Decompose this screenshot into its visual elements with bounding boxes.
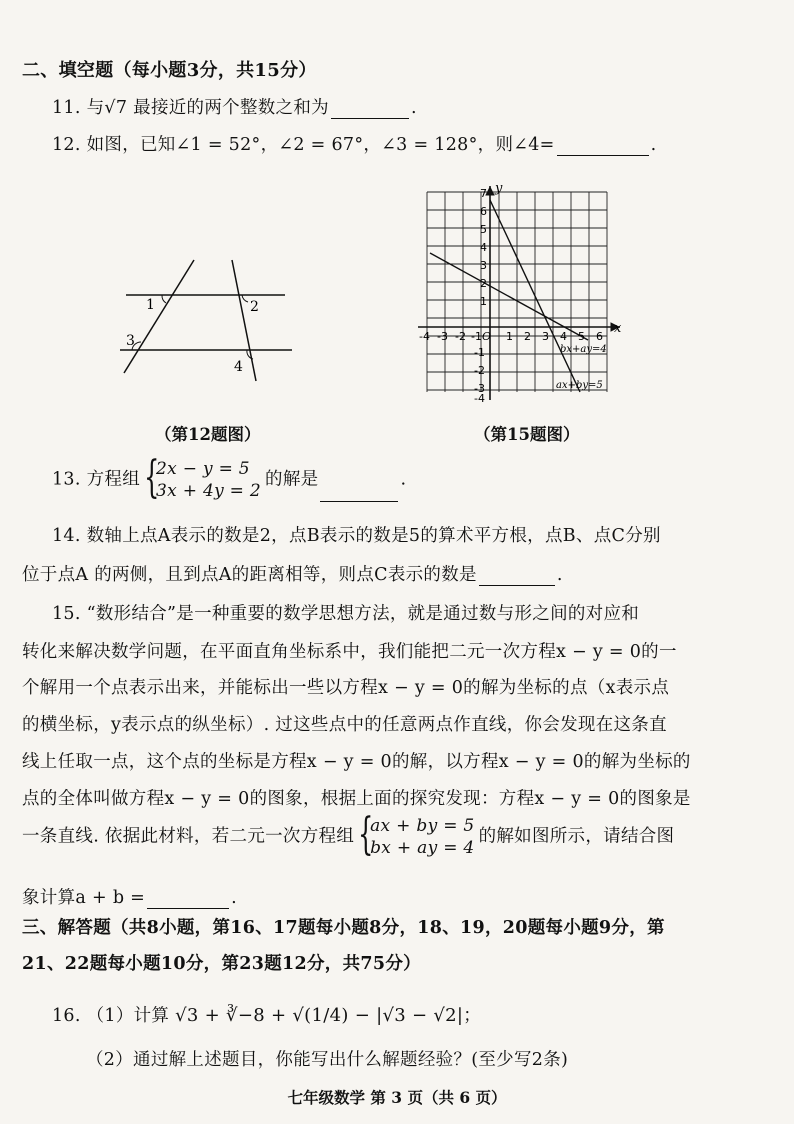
fig15-x-tick: 3: [542, 330, 549, 343]
question-11-tail: .: [410, 98, 417, 118]
fig15-y-tick: -1: [474, 346, 485, 359]
page-footer: 七年级数学 第 3 页（共 6 页）: [287, 1088, 507, 1107]
figure-15-caption: （第15题图）: [474, 425, 580, 444]
fig15-x-tick: -4: [419, 330, 430, 343]
fig15-x-tick: 2: [524, 330, 531, 343]
system-13-eq2: 3x + 4y = 2: [156, 481, 262, 501]
question-14-text: 位于点A 的两侧，且到点A的距离相等，则点C表示的数是: [22, 565, 477, 585]
fig15-x-label: x: [614, 321, 622, 336]
question-13-prefix: 13. 方程组: [52, 469, 140, 490]
fig15-y-label: y: [495, 181, 503, 196]
fig15-y-tick: 2: [480, 277, 487, 290]
fig15-y-tick: 7: [480, 187, 487, 200]
question-13-tail: .: [400, 469, 407, 490]
fig15-y-tick: -2: [474, 364, 485, 377]
question-13-suffix: 的解是: [265, 469, 319, 490]
question-15-line-6: 点的全体叫做方程x − y = 0的图象，根据上面的探究发现：方程x − y = 0的图象是: [22, 789, 691, 809]
section-3-heading-line-2: 21、22题每小题10分，第23题12分，共75分）: [22, 954, 421, 974]
equation-system-15: [358, 809, 475, 860]
fig15-y-tick: 5: [480, 223, 487, 236]
question-15-line-7-prefix: 一条直线. 依据此材料，若二元一次方程组: [22, 826, 355, 847]
figure-15: [410, 180, 630, 405]
question-16-expression: √3 + ∛−8 + √(1/4) − |√3 − √2|: [175, 1005, 464, 1026]
fig15-line-label-2: ax+by=5: [556, 380, 603, 391]
answer-blank-13[interactable]: [320, 483, 398, 502]
answer-blank-14[interactable]: [479, 567, 555, 586]
fig15-y-tick: -3: [474, 382, 485, 395]
question-12-text: 12. 如图，已知∠1 = 52°，∠2 = 67°，∠3 = 128°，则∠4=: [52, 135, 555, 155]
question-12: [52, 131, 656, 156]
answer-blank-11[interactable]: [331, 100, 409, 119]
question-15-line-2: 转化来解决数学问题，在平面直角坐标系中，我们能把二元一次方程x − y = 0的一: [22, 642, 677, 662]
system-13-eq1: 2x − y = 5: [156, 459, 250, 479]
fig15-y-tick: 1: [480, 295, 487, 308]
fig15-y-tick: 6: [480, 205, 487, 218]
fig15-x-tick: 6: [596, 330, 603, 343]
question-15-line-3: 个解用一个点表示出来，并能标出一些以方程x − y = 0的解为坐标的点（x表示点: [22, 678, 670, 698]
fig12-left-transversal: [124, 260, 194, 373]
fig15-x-tick: -3: [437, 330, 448, 343]
fig15-y-tick: 3: [480, 259, 487, 272]
fig15-y-tick: 4: [480, 241, 487, 254]
fig15-x-tick: 4: [560, 330, 567, 343]
question-13: [52, 452, 407, 503]
question-11: [52, 94, 417, 119]
question-14-line-2: [22, 561, 563, 586]
figure-12-caption: （第12题图）: [155, 425, 261, 444]
system-brace: {: [358, 809, 374, 860]
fig12-angle-arc-2: [242, 295, 248, 302]
fig15-x-tick: -1: [471, 330, 482, 343]
question-14-line-1: 14. 数轴上点A表示的数是2，点B表示的数是5的算术平方根，点B、点C分别: [52, 526, 661, 546]
fig15-x-ticks: [419, 330, 603, 343]
question-15-line-5: 线上任取一点，这个点的坐标是方程x − y = 0的解，以方程x − y = 0的解为坐标的: [22, 752, 691, 772]
fig12-angle-arc-1: [162, 295, 166, 303]
section-3-heading-line-1: 三、解答题（共8小题，第16、17题每小题8分，18、19，20题每小题9分，第: [22, 918, 665, 938]
system-15-eq2: bx + ay = 4: [370, 838, 475, 858]
question-15-tail: .: [231, 888, 238, 908]
question-11-text: 11. 与√7 最接近的两个整数之和为: [52, 98, 329, 118]
question-15-line-7: [22, 809, 675, 860]
fig15-x-tick: 1: [506, 330, 513, 343]
question-16-part-1: [52, 1002, 481, 1027]
fig12-label-1: 1: [146, 297, 155, 313]
fig12-label-2: 2: [250, 299, 259, 315]
fig15-y-tick: -4: [474, 392, 485, 405]
fig15-x-tick: -2: [455, 330, 466, 343]
fig12-label-3: 3: [126, 333, 135, 349]
answer-blank-12[interactable]: [557, 137, 649, 156]
fig15-x-tick: 5: [578, 330, 585, 343]
fig15-grid: [427, 192, 607, 392]
question-16-part-1-prefix: 16. （1）计算: [52, 1006, 170, 1026]
question-14-tail: .: [556, 565, 563, 585]
system-brace: {: [144, 452, 160, 503]
question-16-part-2: （2）通过解上述题目，你能写出什么解题经验？(至少写2条): [86, 1050, 569, 1070]
question-16-part-1-tail: ；: [463, 1006, 482, 1026]
fig15-origin-label: O: [482, 330, 492, 343]
system-15-eq1: ax + by = 5: [370, 816, 475, 836]
fig12-label-4: 4: [234, 359, 243, 375]
figure-12: [110, 255, 300, 385]
question-15-line-4: 的横坐标，y表示点的纵坐标）. 过这些点中的任意两点作直线，你会发现在这条直: [22, 715, 667, 735]
question-15-line-8: [22, 884, 237, 909]
equation-system-13: [144, 452, 262, 503]
question-15-line-8-text: 象计算a + b =: [22, 888, 146, 908]
question-15-line-1: 15. “数形结合”是一种重要的数学思想方法，就是通过数与形之间的对应和: [52, 604, 640, 624]
fig15-line-label-1: bx+ay=4: [560, 344, 607, 355]
section-2-heading: 二、填空题（每小题3分，共15分）: [22, 60, 317, 81]
question-12-tail: .: [650, 135, 657, 155]
question-15-line-7-suffix: 的解如图所示，请结合图: [478, 826, 675, 847]
answer-blank-15[interactable]: [147, 890, 229, 909]
